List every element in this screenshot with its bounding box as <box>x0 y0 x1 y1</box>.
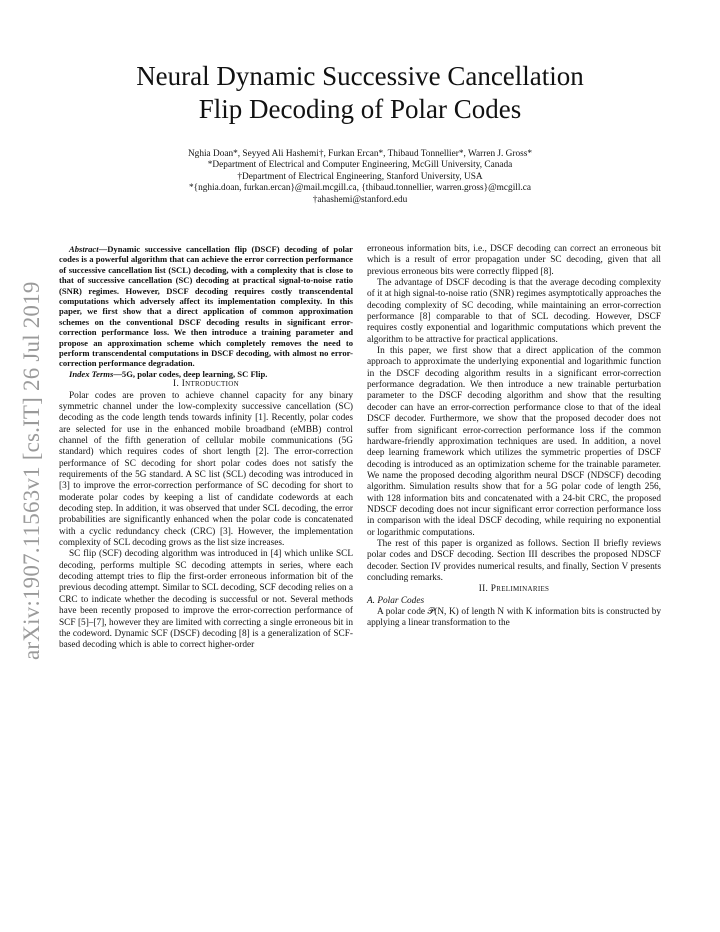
affiliation-stanford: †Department of Electrical Engineering, Stanford University, USA <box>237 171 483 182</box>
section-heading-preliminaries: II. Preliminaries <box>478 584 550 595</box>
author-list: Nghia Doan*, Seyyed Ali Hashemi†, Furkan Ercan*, Thibaud Tonnellier*, Warren J. Gross* <box>187 149 533 159</box>
title-block <box>80 60 640 206</box>
left-column <box>59 244 353 652</box>
body-paragraph: In this paper, we first show that a direct application of the common approach to approximate the underlying exponential and logarithmic function in the DSCF decoding algorithm results in a significant error-correction performance degradation. We then introduce a new trainable perturbation parameter to the DSCF decoding algorithm and show that the resulting decoder can have an error-correction performance close to that of the ideal DSCF decoder. Furthermore, we show that the proposed decoder does not suffer from significant error-correction performance loss if the common hardware-friendly approximation techniques are used. In addition, a novel deep learning framework which utilizes the symmetric properties of DSCF decoding is introduced as an optimization scheme for the trainable parameter. We name the proposed decoding algorithm neural DSCF (NDSCF) decoding algorithm. Simulation results show that for a 5G polar code of length 256, with 128 information bits and concatenated with a 24-bit CRC, the proposed NDSCF decoding does not incur significant error correction performance loss in comparison with the ideal DSCF decoding, while requiring no exponential or logarithmic computations. <box>367 346 661 538</box>
email-mcgill: *{nghia.doan, furkan.ercan}@mail.mcgill.ca, {thibaud.tonnellier, warren.gross}@mcgill.ca <box>188 183 532 193</box>
body-paragraph-continued: erroneous information bits, i.e., DSCF decoding can correct an erroneous bit which is a result of error propagation under SC decoding, given that all previous erroneous bits were correctly flipped [8]. <box>367 244 661 277</box>
body-paragraph: Polar codes are proven to achieve channel capacity for any binary symmetric channel under the low-complexity successive cancellation (SC) decoding as the code length tends towards infinity [1]. Recently, polar codes are selected for use in the enhanced mobile broadband (eMBB) control channel of the fifth generation of cellular mobile communications (5G standard) which requires codes of short length [2]. The error-correction performance of SC decoding for short polar codes does not satisfy the requirements of the 5G standard. A SC list (SCL) decoding was introduced in [3] to improve the error-correction performance of SC decoding for short to moderate polar codes by keeping a list of candidate codewords at each decoding step. In addition, it was observed that under SCL decoding, the error probabilities are significantly enhanced when the polar code is concatenated with a cyclic redundancy check (CRC) [3]. However, the implementation complexity of SCL decoding grows as the list size increases. <box>59 390 353 549</box>
section-heading-introduction: I. Introduction <box>173 379 239 390</box>
email-stanford: †ahashemi@stanford.edu <box>312 194 408 205</box>
abstract-label: Abstract <box>69 244 99 254</box>
arxiv-identifier-stamp: arXiv:1907.11563v1 [cs.IT] 26 Jul 2019 <box>19 281 44 660</box>
index-terms <box>59 369 353 379</box>
body-paragraph: A polar code 𝒫(N, K) of length N with K information bits is constructed by applying a linear transformation to the <box>367 607 661 629</box>
body-paragraph: The advantage of DSCF decoding is that the average decoding complexity of it at high signal-to-noise ratio (SNR) regimes asymptotically approaches the decoding complexity of SC decoding, while maintaining an error-correction performance [8] comparable to that of SCL decoding. However, DSCF requires costly exponential and logarithmic computations which prevent the algorithm to be attractive for practical applications. <box>367 278 661 345</box>
abstract-text: —Dynamic successive cancellation flip (DSCF) decoding of polar codes is a powerful algorithm that can achieve the error correction performance of successive cancellation list (SCL) decoding, with a complexity that is close to that of successive cancellation (SC) decoding at practical signal-to-noise ratio (SNR) regimes. However, DSCF decoding requires costly transcendental computations which adversely affect its implementation complexity. In this paper, we first show that a direct application of common approximation schemes on the conventional DSCF decoding results in significant error-correction performance loss. We then introduce a training parameter and propose an approximation scheme which completely removes the need to perform transcendental computations in DSCF decoding, with almost no error-correction performance degradation. <box>59 244 353 369</box>
subsection-heading-polar-codes: A. Polar Codes <box>367 595 425 606</box>
right-column <box>367 244 661 630</box>
paper-title-line-2: Flip Decoding of Polar Codes <box>198 94 522 124</box>
index-terms-label: Index Terms <box>69 368 114 379</box>
index-terms-text: —5G, polar codes, deep learning, SC Flip. <box>113 368 268 379</box>
abstract <box>59 244 353 369</box>
paper-title-line-1: Neural Dynamic Successive Cancellation <box>136 61 584 91</box>
body-paragraph: The rest of this paper is organized as follows. Section II briefly reviews polar codes and DSCF decoding. Section III describes the proposed NDSCF decoder. Section IV provides numerical results, and finally, Section V presents concluding remarks. <box>367 538 661 583</box>
affiliation-mcgill: *Department of Electrical and Computer Engineering, McGill University, Canada <box>207 160 513 170</box>
body-paragraph: SC flip (SCF) decoding algorithm was introduced in [4] which unlike SCL decoding, performs multiple SC decoding attempts in series, where each decoding attempt tries to flip the first-order erroneous information bit of the previous decoding attempt. Similar to SCL decoding, SCF decoding relies on a CRC to indicate whether the decoding is successful or not. Several methods have been recently proposed to improve the error-correction performance of SCF [5]–[7], however they are limited with correcting a single erroneous bit in the codeword. Dynamic SCF (DSCF) decoding [8] is a generalization of SCF-based decoding which is able to correct higher-order <box>59 549 353 651</box>
